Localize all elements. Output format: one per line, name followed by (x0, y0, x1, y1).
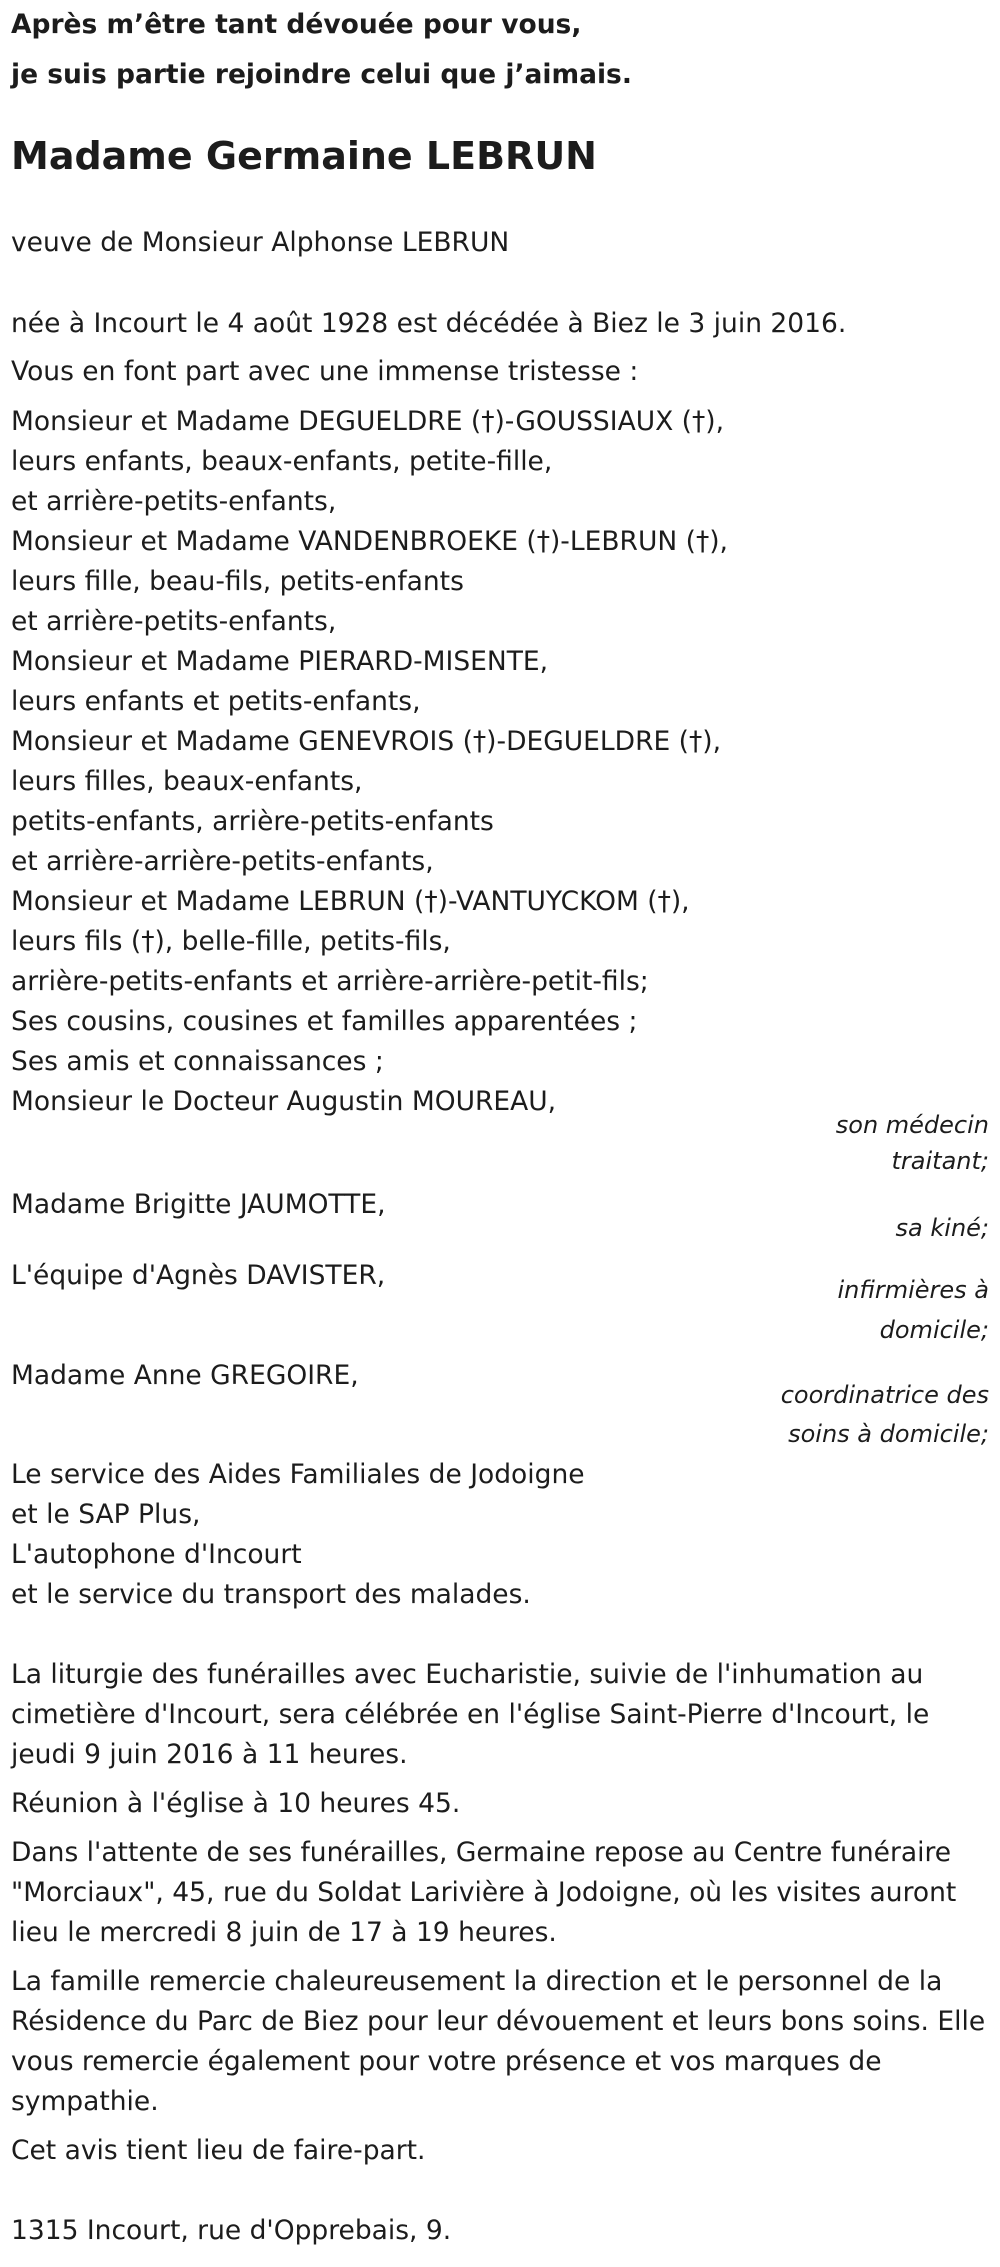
family-line: arrière-petits-enfants et arrière-arrière-petit-fils; (11, 966, 649, 997)
thanks-line: vous remercie également pour votre présence et vos marques de (11, 2046, 882, 2077)
thanks-line: sympathie. (11, 2086, 159, 2117)
jaumotte-role: sa kiné; (895, 1214, 989, 1242)
service-line: Le service des Aides Familiales de Jodoigne (11, 1459, 585, 1490)
family-line: leurs filles, beaux-enfants, (11, 766, 363, 797)
epitaph-line-2: je suis partie rejoindre celui que j’aimais. (11, 59, 632, 90)
davister-name: L'équipe d'Agnès DAVISTER, (11, 1260, 386, 1291)
family-line: Monsieur le Docteur Augustin MOUREAU, (11, 1086, 557, 1117)
family-line: Monsieur et Madame VANDENBROEKE (†)-LEBRUN (†), (11, 526, 728, 557)
jaumotte-name: Madame Brigitte JAUMOTTE, (11, 1189, 386, 1220)
doctor-role: traitant; (891, 1147, 989, 1175)
meeting-time: Réunion à l'église à 10 heures 45. (11, 1788, 461, 1819)
widow-of: veuve de Monsieur Alphonse LEBRUN (11, 227, 510, 258)
service-line: et le SAP Plus, (11, 1499, 201, 1530)
gregoire-role: coordinatrice des (780, 1381, 989, 1409)
family-line: et arrière-petits-enfants, (11, 486, 337, 517)
davister-role: domicile; (879, 1316, 989, 1344)
family-line: Ses cousins, cousines et familles apparentées ; (11, 1006, 638, 1037)
family-line: Monsieur et Madame PIERARD-MISENTE, (11, 646, 549, 677)
family-line: Monsieur et Madame LEBRUN (†)-VANTUYCKOM (†), (11, 886, 690, 917)
family-line: petits-enfants, arrière-petits-enfants (11, 806, 494, 837)
family-line: Monsieur et Madame GENEVROIS (†)-DEGUELDRE (†), (11, 726, 722, 757)
epitaph-line-1: Après m’être tant dévouée pour vous, (11, 9, 582, 40)
family-line: leurs fils (†), belle-fille, petits-fils, (11, 926, 451, 957)
address-line: 1315 Incourt, rue d'Opprebais, 9. (11, 2215, 452, 2246)
gregoire-role: soins à domicile; (788, 1420, 989, 1448)
service-line: L'autophone d'Incourt (11, 1539, 302, 1570)
thanks-line: La famille remercie chaleureusement la direction et le personnel de la (11, 1966, 943, 1997)
announcement-intro: Vous en font part avec une immense tristesse : (11, 356, 639, 387)
liturgy-line: cimetière d'Incourt, sera célébrée en l'église Saint-Pierre d'Incourt, le (11, 1699, 930, 1730)
family-line: et arrière-petits-enfants, (11, 606, 337, 637)
birth-death: née à Incourt le 4 août 1928 est décédée à Biez le 3 juin 2016. (11, 308, 847, 339)
rest-line: lieu le mercredi 8 juin de 17 à 19 heures. (11, 1917, 557, 1948)
rest-line: Dans l'attente de ses funérailles, Germaine repose au Centre funéraire (11, 1837, 952, 1868)
notice-line: Cet avis tient lieu de faire-part. (11, 2135, 426, 2166)
davister-role: infirmières à (837, 1276, 989, 1304)
rest-line: "Morciaux", 45, rue du Soldat Larivière à Jodoigne, où les visites auront (11, 1877, 957, 1908)
family-line: leurs enfants et petits-enfants, (11, 686, 421, 717)
liturgy-line: La liturgie des funérailles avec Eucharistie, suivie de l'inhumation au (11, 1659, 924, 1690)
family-line: et arrière-arrière-petits-enfants, (11, 846, 434, 877)
doctor-role: son médecin (835, 1111, 989, 1139)
family-line: leurs enfants, beaux-enfants, petite-fille, (11, 446, 553, 477)
family-line: Ses amis et connaissances ; (11, 1046, 384, 1077)
gregoire-name: Madame Anne GREGOIRE, (11, 1360, 359, 1391)
service-line: et le service du transport des malades. (11, 1579, 531, 1610)
deceased-name: Madame Germaine LEBRUN (11, 134, 597, 178)
thanks-line: Résidence du Parc de Biez pour leur dévouement et leurs bons soins. Elle (11, 2006, 986, 2037)
liturgy-line: jeudi 9 juin 2016 à 11 heures. (11, 1739, 408, 1770)
family-line: Monsieur et Madame DEGUELDRE (†)-GOUSSIAUX (†), (11, 406, 725, 437)
family-line: leurs fille, beau-fils, petits-enfants (11, 566, 464, 597)
